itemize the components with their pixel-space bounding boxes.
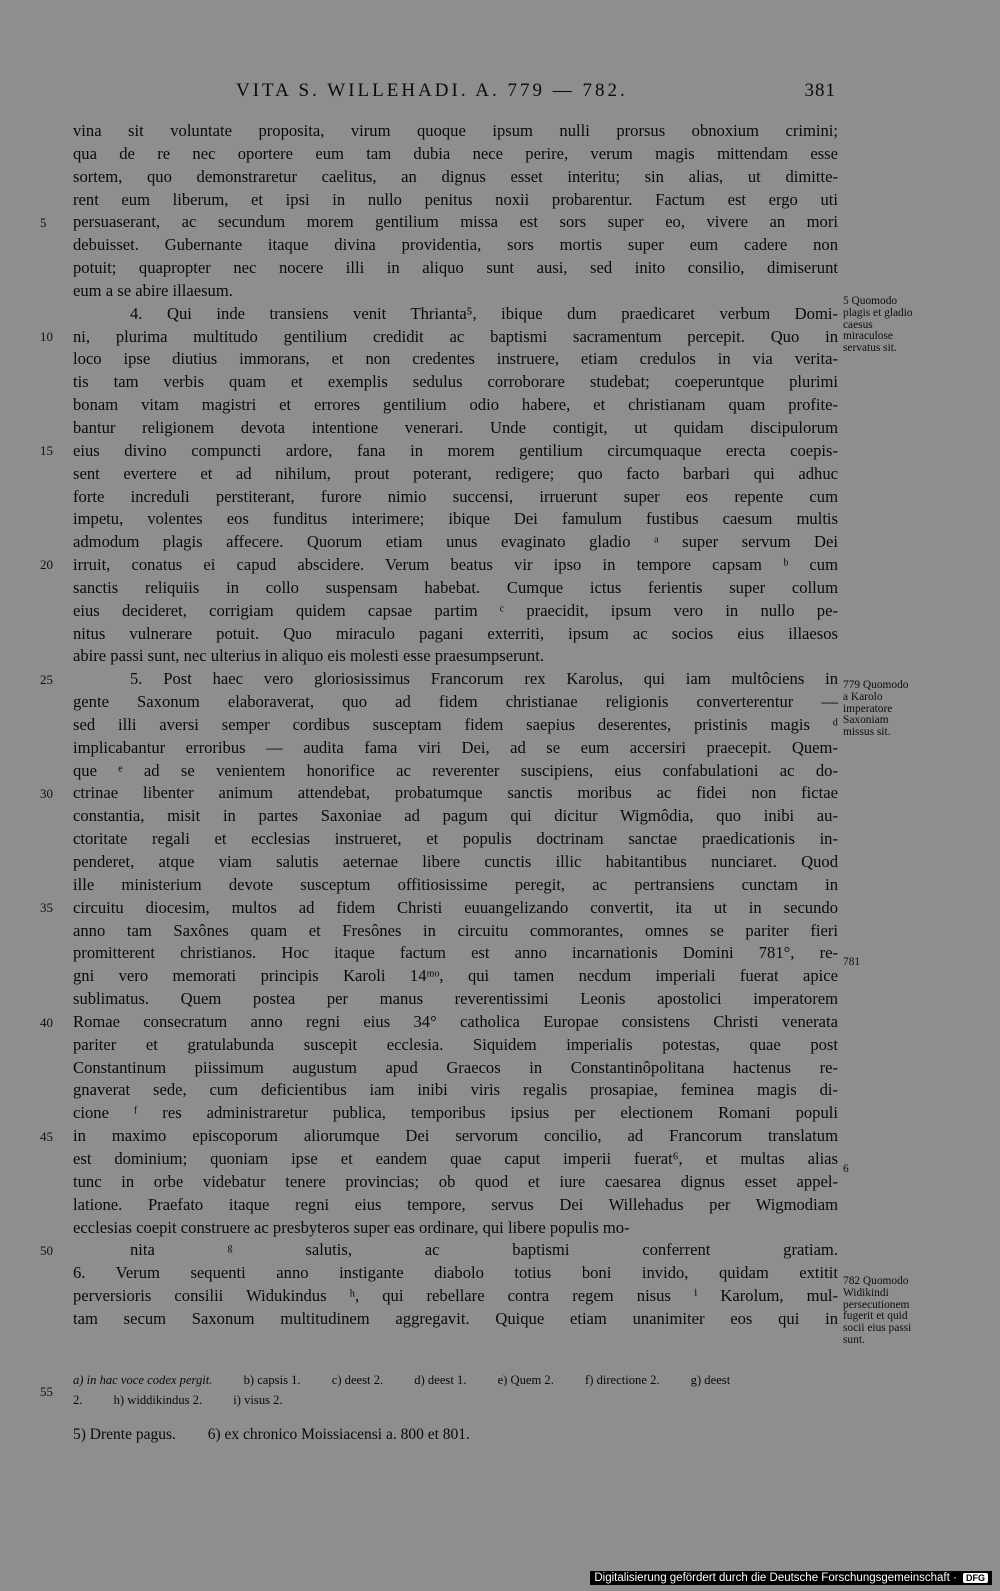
footnote-g: g) deest: [690, 1373, 731, 1387]
source-notes: [73, 1426, 470, 1444]
text-line: eius decideret, corrigiam quidem capsae partim ᶜ praecidit, ipsum vero in nullo pe-: [73, 600, 838, 620]
footnote-f: f) directione 2.: [585, 1373, 660, 1387]
text-line: tam secum Saxonum multitudinem aggregavit. Quique etiam unanimiter eos qui in: [73, 1308, 838, 1328]
line-number: 40: [40, 1015, 53, 1030]
header-title: VITA S. WILLEHADI. A. 779 — 782.: [236, 80, 628, 101]
text-line: nitus vulnerare potuit. Quo miraculo pagani exterriti, ipsum ac socios eius illaesos: [73, 623, 838, 643]
text-line: 6. Verum sequenti anno instigante diabolo totius boni invido, quidam extitit: [73, 1263, 838, 1283]
text-line: 5. Post haec vero gloriosissimus Francorum rex Karolus, qui iam multôciens in: [130, 669, 838, 689]
line-number: 15: [40, 443, 53, 458]
line-number: 45: [40, 1129, 53, 1144]
text-line: impetu, volentes eos funditus interimere; ibique Dei famulum fustibus caesum multis: [73, 509, 838, 529]
text-line: pariter et gratulabunda suscepit ecclesia. Siquidem imperialis potestas, quae post: [73, 1034, 838, 1054]
footnote-line: [73, 1390, 838, 1410]
line-number: 30: [40, 786, 53, 801]
footnote-line: [73, 1370, 838, 1390]
footnotes: [73, 1370, 838, 1410]
line-number: 10: [40, 329, 53, 344]
text-line: qua de re nec oportere eum tam dubia nece perire, verum magis mittendam esse: [73, 143, 838, 163]
footnote-c: c) deest 2.: [331, 1373, 384, 1387]
text-line: Constantinum piissimum augustum apud Graecos in Constantinôpolitana hactenus re-: [73, 1057, 838, 1077]
text-line: loco ipse diutius immorans, et non credentes instruere, etiam credulos in via verita-: [73, 349, 838, 369]
text-line: est dominium; quoniam ipse et eandem quae caput imperii fuerat⁶, et multas alias: [73, 1148, 838, 1168]
text-line: sublimatus. Quem postea per manus reverentissimi Leonis apostolici imperatorem: [73, 989, 838, 1009]
text-line: vina sit voluntate proposita, virum quoque ipsum nulli prorsus obnoxium crimini;: [73, 121, 838, 140]
footnote-a: a) in hac voce codex pergit.: [73, 1373, 213, 1387]
line-number: 35: [40, 900, 53, 915]
credit-text: Digitalisierung gefördert durch die Deutsche Forschungsgemeinschaft ·: [594, 1572, 957, 1584]
footnote-i: i) visus 2.: [233, 1393, 283, 1407]
text-line: debuisset. Gubernante itaque divina providentia, sors mortis super eum cadere non: [73, 235, 838, 255]
margin-note: 782 Quomodo Widikindi persecutionem fugerit et quid socii eius passi sunt.: [843, 1275, 912, 1346]
source-note: 5) Drente pagus.: [73, 1426, 176, 1443]
text-line: gente Saxonum elaboraverat, quo ad fidem christianae religionis converterentur —: [73, 692, 838, 712]
text-line: cione ᶠ res administraretur publica, temporibus ipsius per electionem Romani populi: [73, 1103, 838, 1123]
text-line: eius divino compuncti ardore, fana in morem gentilium circumquaque erecta coepis-: [73, 440, 838, 460]
text-line: tunc in orbe videbatur tenere provincias; ob quod et iure caesarea dignus esset appel-: [73, 1171, 838, 1191]
text-line: ctrinae libenter animum attendebat, probatumque sanctis moribus ac fidei non fictae: [73, 783, 838, 803]
margin-note: 779 Quomodo a Karolo imperatore Saxoniam missus sit.: [843, 679, 909, 739]
margin-note: 6: [843, 1163, 849, 1175]
text-line: admodum plagis affecere. Quorum etiam unus evaginato gladio ᵃ super servum Dei: [73, 532, 838, 552]
text-line: ille ministerium devote susceptum offitiosissime peregit, ac pertransiens cunctam in: [73, 874, 838, 894]
footnote-h: h) widdikindus 2.: [113, 1393, 203, 1407]
text-line: bonam vitam magistri et errores gentilium odio habere, et christianam quam profite-: [73, 395, 838, 415]
text-line: sent evertere et ad nihilum, prout poterant, redigere; quo facto barbari qui adhuc: [73, 463, 838, 483]
text-line: abire passi sunt, nec ulterius in aliquo eis molesti esse praesumpserunt.: [73, 646, 544, 666]
margin-note: 781: [843, 956, 861, 968]
text-line: gnaverat sede, cum deficientibus iam inibi viris regalis prosapiae, feminea magis di-: [73, 1080, 838, 1100]
text-line: tis tam verbis quam et exemplis sedulus corroborare studebat; coeperuntque plurimi: [73, 372, 838, 392]
margin-note: 5 Quomodo plagis et gladio caesus miraculose servatus sit.: [843, 295, 913, 355]
text-line: que ᵉ ad se venientem honorifice ac reverenter suscipiens, eius confabulationi ac do-: [73, 760, 838, 780]
text-line: sed illi aversi semper cordibus susceptam fidem saepius deserentes, pristinis magis ᵈ: [73, 714, 838, 734]
page-number: 381: [804, 80, 836, 101]
text-line: bantur religionem devota intentione venerari. Unde contigit, ut quidam discipulorum: [73, 417, 838, 437]
text-line: gni vero memorati principis Karoli 14ᵐᵒ, qui tamen necdum imperiali fuerat apice: [73, 966, 838, 986]
line-number: 5: [40, 215, 47, 230]
text-line: forte increduli perstiterant, furore nimio succensi, irruerunt super eos repente cum: [73, 486, 838, 506]
dfg-logo: DFG: [963, 1573, 988, 1583]
footnote-e: e) Quem 2.: [497, 1373, 554, 1387]
text-line: Romae consecratum anno regni eius 34° catholica Europae consistens Christi venerata: [73, 1011, 838, 1031]
text-line: ni, plurima multitudo gentilium credidit ac baptismi sacramentum percepit. Quo in: [73, 326, 838, 346]
text-line: perversioris consilii Widukindus ʰ, qui rebellare contra regem nisus ⁱ Karolum, mul-: [73, 1286, 838, 1306]
text-line: circuitu diocesim, multos ad fidem Christi euuangelizando convertit, ita ut in secundo: [73, 897, 838, 917]
text-line: latione. Praefato itaque regni eius tempore, servus Dei Willehadus per Wigmodiam: [73, 1194, 838, 1214]
main-text: [73, 120, 838, 1331]
footnote-d: d) deest 1.: [414, 1373, 467, 1387]
digitization-credit: [590, 1571, 992, 1585]
line-number: 25: [40, 672, 53, 687]
text-line: sanctis reliquiis in collo suspensam habebat. Cumque ictus ferientis super collum: [73, 577, 838, 597]
running-header: [236, 80, 836, 106]
line-number: 50: [40, 1243, 53, 1258]
text-line: ctoritate regali et ecclesias instrueret, et populis doctrinam sanctae praedicationis in-: [73, 829, 838, 849]
text-line: constantia, misit in partes Saxoniae ad pagum qui dicitur Wigmôdia, quo inibi au-: [73, 806, 838, 826]
footnote-b: b) capsis 1.: [243, 1373, 301, 1387]
text-line: implicabantur erroribus — audita fama viri Dei, ad se eum accersiri praecepit. Quem-: [73, 737, 838, 757]
text-line: potuit; quapropter nec nocere illi in aliquo sunt ausi, sed inito consilio, dimiserunt: [73, 258, 838, 278]
text-line: rent eum liberum, et ipsi in nullo penitus noxii probarentur. Factum est ergo uti: [73, 189, 838, 209]
text-line: anno tam Saxônes quam et Fresônes in circuitu commorantes, omnes se pariter fieri: [73, 920, 838, 940]
text-line: nita ᵍ salutis, ac baptismi conferrent gratiam.: [130, 1240, 838, 1260]
source-note: 6) ex chronico Moissiacensi a. 800 et 801.: [207, 1426, 470, 1443]
line-number: 20: [40, 557, 53, 572]
text-line: sortem, quo demonstraretur caelitus, an dignus esset interitu; sin alias, ut dimitte-: [73, 166, 838, 186]
text-line: ecclesias coepit construere ac presbyteros super eas ordinare, qui libere populis mo-: [73, 1217, 630, 1237]
text-line: 4. Qui inde transiens venit Thrianta⁵, ibique dum praedicaret verbum Domi-: [130, 303, 838, 323]
text-line: promitterent christianos. Hoc itaque factum est anno incarnationis Domini 781°, re-: [73, 943, 838, 963]
line-number: 55: [40, 1384, 53, 1399]
footnote-g-cont: 2.: [73, 1393, 83, 1407]
text-line: persuaserant, ac secundum morem gentilium missa est sors super eo, vivere an mori: [73, 212, 838, 232]
text-line: eum a se abire illaesum.: [73, 280, 233, 300]
text-line: penderet, atque viam salutis aeternae libere cunctis illic habitantibus nunciaret. Quod: [73, 852, 838, 871]
text-line: irruit, conatus ei capud abscidere. Verum beatus vir ipso in tempore capsam ᵇ cum: [73, 555, 838, 575]
text-line: in maximo episcoporum aliorumque Dei servorum concilio, ad Francorum translatum: [73, 1126, 838, 1146]
